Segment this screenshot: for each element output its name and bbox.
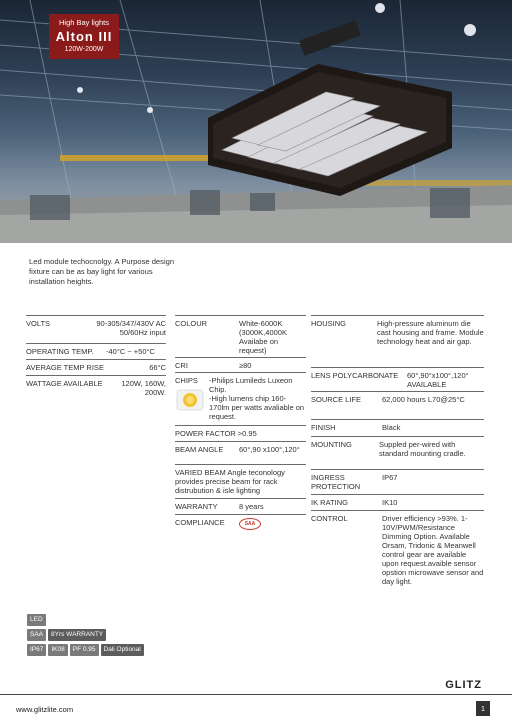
spec-wattage xyxy=(26,375,166,405)
spec-label: LENS POLYCARBONATE xyxy=(311,371,399,380)
spec-control xyxy=(311,510,484,600)
tag-row xyxy=(27,614,144,626)
spec-label: CONTROL xyxy=(311,514,348,523)
spec-value: Driver efficiency >93%. 1-10V/PWM/Resistance Dimming Option. Available Orsam, Tridonic & Meanwell control gear are available upon request.avaible sensor opstion microwave sensor and day light. xyxy=(382,514,484,586)
tag-row xyxy=(27,629,144,641)
spec-value: IK10 xyxy=(382,498,398,507)
chips-list xyxy=(207,376,306,425)
spec-label: BEAM ANGLE xyxy=(175,445,224,454)
spec-label: INGRESS PROTECTION xyxy=(311,473,361,491)
spec-mounting xyxy=(311,436,484,469)
hero-image xyxy=(0,0,512,243)
spec-value: White-6000K (3000K,4000K Availabe on request) xyxy=(239,319,287,355)
spec-value: 8 years xyxy=(239,502,264,511)
warranty-tag: 8Yrs WARRANTY xyxy=(48,629,106,641)
fixture-illustration xyxy=(208,20,452,196)
spec-beam-angle xyxy=(175,441,306,464)
chips-label-wrap xyxy=(175,376,207,425)
spec-source-life xyxy=(311,391,484,419)
spec-value: 66°C xyxy=(149,363,166,372)
chip-item: -Philips Lumileds Luxeon Chip. xyxy=(209,376,293,394)
spec-warranty xyxy=(175,498,306,514)
spec-label: WATTAGE AVAILABLE xyxy=(26,379,103,388)
spec-ingress xyxy=(311,469,484,494)
footer-divider xyxy=(0,694,512,695)
ip-tag: IP67 xyxy=(27,644,46,656)
spec-label: MOUNTING xyxy=(311,440,352,449)
saa-logo-icon: SAA xyxy=(239,518,261,530)
led-tag: LED xyxy=(27,614,46,626)
spec-value xyxy=(239,518,306,534)
spec-value: High-pressure aluminum die cast housing and frame. Module technology heat and air gap. xyxy=(377,319,484,346)
spec-label: VARIED BEAM xyxy=(175,468,226,477)
spec-label: CHIPS xyxy=(175,376,198,385)
tag-row xyxy=(27,644,144,656)
intro-text: Led module techocnolgy. A Purpose design fixture can be as bay light for various installation heights. xyxy=(29,257,175,286)
spec-volts xyxy=(26,315,166,343)
spec-lens xyxy=(311,367,484,391)
spec-value: Angle teconology provides precise beam for rack distrubution & isle lighting xyxy=(175,468,285,495)
spec-avg-temp xyxy=(26,359,166,375)
spec-label: OPERATING TEMP. xyxy=(26,347,94,356)
spec-value: 120W, 160W, 200W. xyxy=(121,379,166,397)
spec-value: -40°C ~ +50°C xyxy=(106,347,155,356)
spec-value: Black xyxy=(382,423,401,432)
spec-cri xyxy=(175,357,306,372)
spec-column-2 xyxy=(175,315,306,534)
spec-label: HOUSING xyxy=(311,319,347,328)
saa-tag: SAA xyxy=(27,629,46,641)
spec-compliance xyxy=(175,514,306,534)
spec-label: COLOUR xyxy=(175,319,208,328)
spec-label: VOLTS xyxy=(26,319,51,328)
spec-colour xyxy=(175,315,306,357)
spec-value: IP67 xyxy=(382,473,398,482)
spec-label: SOURCE LIFE xyxy=(311,395,362,404)
spec-housing xyxy=(311,315,484,367)
spec-label: COMPLIANCE xyxy=(175,518,225,527)
spec-column-3 xyxy=(311,315,484,600)
spec-value: 60°,90°x100°,120° AVAILABLE xyxy=(407,371,469,389)
spec-column-1 xyxy=(26,315,166,405)
spec-varied-beam xyxy=(175,464,306,498)
led-chip-icon xyxy=(175,387,205,413)
spec-ik-rating xyxy=(311,494,484,510)
dali-tag: Dali Optional xyxy=(101,644,144,656)
product-title: Alton III xyxy=(55,29,113,44)
product-badge xyxy=(49,14,119,59)
spec-label: AVERAGE TEMP RISE xyxy=(26,363,104,372)
page-number: 1 xyxy=(476,701,490,716)
product-wattage: 120W-200W xyxy=(64,46,104,53)
spec-label: WARRANTY xyxy=(175,502,218,511)
spec-value: 60°,90 x100°,120° xyxy=(239,445,300,454)
chip-item: -High lumens chip 160-170lm per watts avaliable on request. xyxy=(209,394,305,421)
spec-label: IK RATING xyxy=(311,498,348,507)
brand-logo: GLITZ xyxy=(445,679,482,691)
pf-tag: PF 0.95 xyxy=(70,644,99,656)
feature-tags xyxy=(27,614,144,659)
website-link[interactable]: www.glitzlite.com xyxy=(16,705,74,714)
spec-label: FINISH xyxy=(311,423,336,432)
spec-power-factor xyxy=(175,425,306,441)
spec-label: CRI xyxy=(175,361,188,370)
ik-tag: IK08 xyxy=(48,644,67,656)
spec-chips xyxy=(175,372,306,425)
spec-label: POWER FACTOR >0.95 xyxy=(175,429,257,438)
spec-value: Suppled per-wired with standard mounting cradle. xyxy=(379,440,466,458)
spec-value: ≥80 xyxy=(239,361,252,370)
spec-operating-temp xyxy=(26,343,166,359)
spec-value: 62,000 hours L70@25°C xyxy=(382,395,465,404)
spec-value: 90-305/347/430V AC 50/60Hz input xyxy=(96,319,166,337)
spec-finish xyxy=(311,419,484,436)
product-category: High Bay lights xyxy=(58,18,110,27)
